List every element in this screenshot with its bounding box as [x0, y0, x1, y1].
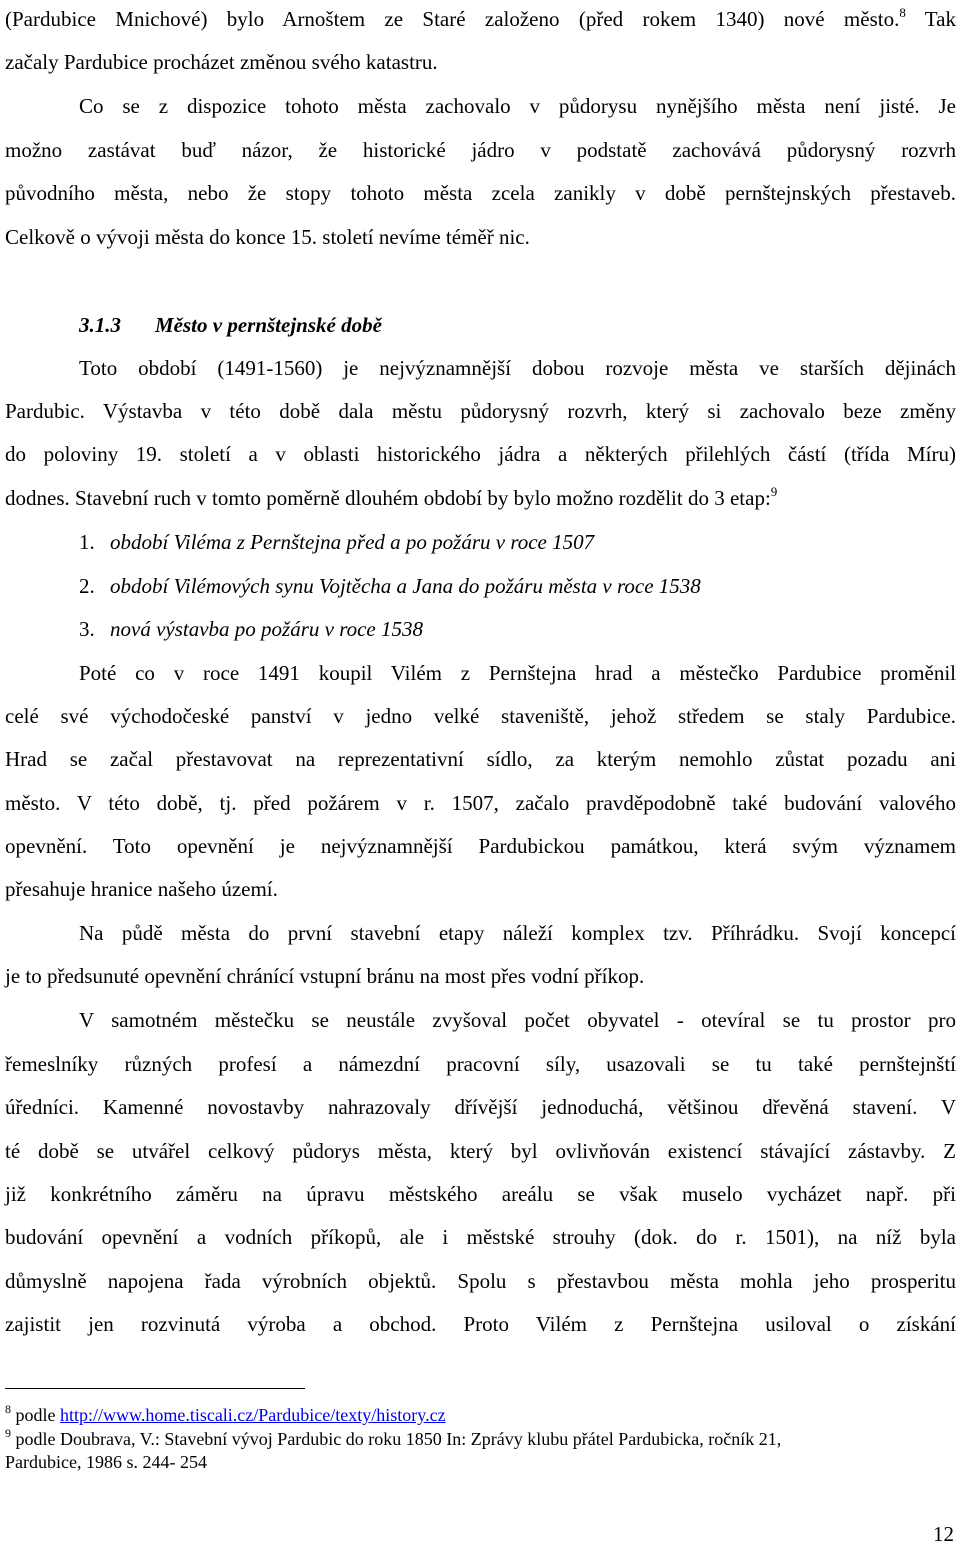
footnote-ref-8[interactable]: 8: [899, 5, 906, 20]
body-line: město. V této době, tj. před požárem v r. 1507, začalo pravděpodobně také budování valového: [5, 791, 956, 815]
body-line: je to předsunuté opevnění chránící vstupní bránu na most přes vodní příkop.: [5, 964, 645, 988]
body-line: opevnění. Toto opevnění je nejvýznamnější Pardubickou památkou, která svým významem: [5, 834, 956, 858]
section-title: Město v pernštejnské době: [155, 313, 382, 337]
body-line: původního města, nebo že stopy tohoto města zcela zanikly v době pernštejnských přestaveb.: [5, 181, 956, 205]
page-number: 12: [933, 1522, 954, 1546]
body-line: Toto období (1491-1560) je nejvýznamnější dobou rozvoje města ve starších dějinách: [79, 356, 956, 380]
footnote-separator: [5, 1388, 305, 1389]
body-line: V samotném městečku se neustále zvyšoval počet obyvatel - otevíral se tu prostor pro: [79, 1008, 956, 1032]
body-line: Poté co v roce 1491 koupil Vilém z Pernštejna hrad a městečko Pardubice proměnil: [79, 661, 956, 685]
section-heading: [79, 312, 960, 338]
body-line: Co se z dispozice tohoto města zachovalo v půdorysu nynějšího města není jisté. Je: [79, 94, 956, 118]
list-item: 3. nová výstavba po požáru v roce 1538: [79, 617, 423, 641]
body-line: již konkrétního záměru na úpravu městského areálu se však muselo vycházet např. při: [5, 1182, 956, 1206]
body-line: dodnes. Stavební ruch v tomto poměrně dlouhém období by bylo možno rozdělit do 3 etap:$^9$: [5, 484, 778, 510]
body-line: možno zastávat buď názor, že historické jádro v podstatě zachovává půdorysný rozvrh: [5, 138, 956, 162]
footnote-ref-9[interactable]: 9: [770, 484, 778, 499]
body-line: začaly Pardubice procházet změnou svého katastru.: [5, 50, 438, 74]
footnote-link[interactable]: http://www.home.tiscali.cz/Pardubice/texty/history.cz: [60, 1405, 446, 1425]
body-line: Hrad se začal přestavovat na reprezentativní sídlo, za kterým nemohlo zůstat pozadu ani: [5, 747, 956, 771]
list-item: 2. období Vilémových synu Vojtěcha a Jana do požáru města v roce 1538: [79, 574, 701, 598]
footnote-9-continuation: Pardubice, 1986 s. 244- 254: [5, 1452, 207, 1472]
body-line: (Pardubice Mnichové) bylo Arnoštem ze Staré založeno (před rokem 1340) nové město.$^8$ Tak: [5, 5, 956, 31]
body-line: té době se utvářel celkový půdorys města, který byl ovlivňován existencí stávající zástavby. Z: [5, 1139, 956, 1163]
body-line: do poloviny 19. století a v oblasti historického jádra a některých přilehlých částí (třída Míru): [5, 442, 956, 466]
body-line: budování opevnění a vodních příkopů, ale i městské strouhy (dok. do r. 1501), na níž byla: [5, 1225, 956, 1249]
body-line: řemeslníky různých profesí a námezdní pracovní síly, usazovali se tu také pernštejnští: [5, 1052, 956, 1076]
body-line: Celkově o vývoji města do konce 15. století nevíme téměř nic.: [5, 225, 530, 249]
list-item: 1. období Viléma z Pernštejna před a po požáru v roce 1507: [79, 530, 595, 554]
section-number: 3.1.3: [79, 313, 121, 337]
body-line: Pardubic. Výstavba v této době dala městu půdorysný rozvrh, který si zachovalo beze změny: [5, 399, 956, 423]
body-line: přesahuje hranice našeho území.: [5, 877, 278, 901]
body-line: úředníci. Kamenné novostavby nahrazovaly dřívější jednoduchá, většinou dřevěná stavení. V: [5, 1095, 956, 1119]
body-line: zajistit jen rozvinutá výroba a obchod. Proto Vilém z Pernštejna usiloval o získání: [5, 1312, 956, 1336]
body-line: celé své východočeské panství v jedno velké staveniště, jehož středem se staly Pardubice.: [5, 704, 956, 728]
body-line: Na půdě města do první stavební etapy náleží komplex tzv. Příhrádku. Svojí koncepcí: [79, 921, 956, 945]
footnote-8: $^8$ podle http://www.home.tiscali.cz/Pardubice/texty/history.cz: [5, 1402, 446, 1425]
footnote-9: $^9$ podle Doubrava, V.: Stavební vývoj Pardubic do roku 1850 In: Zprávy klubu přátel Pardubicka, ročník 21,: [5, 1426, 782, 1449]
body-line: důmyslně napojena řada výrobních objektů. Spolu s přestavbou města mohla jeho prosperitu: [5, 1269, 956, 1293]
